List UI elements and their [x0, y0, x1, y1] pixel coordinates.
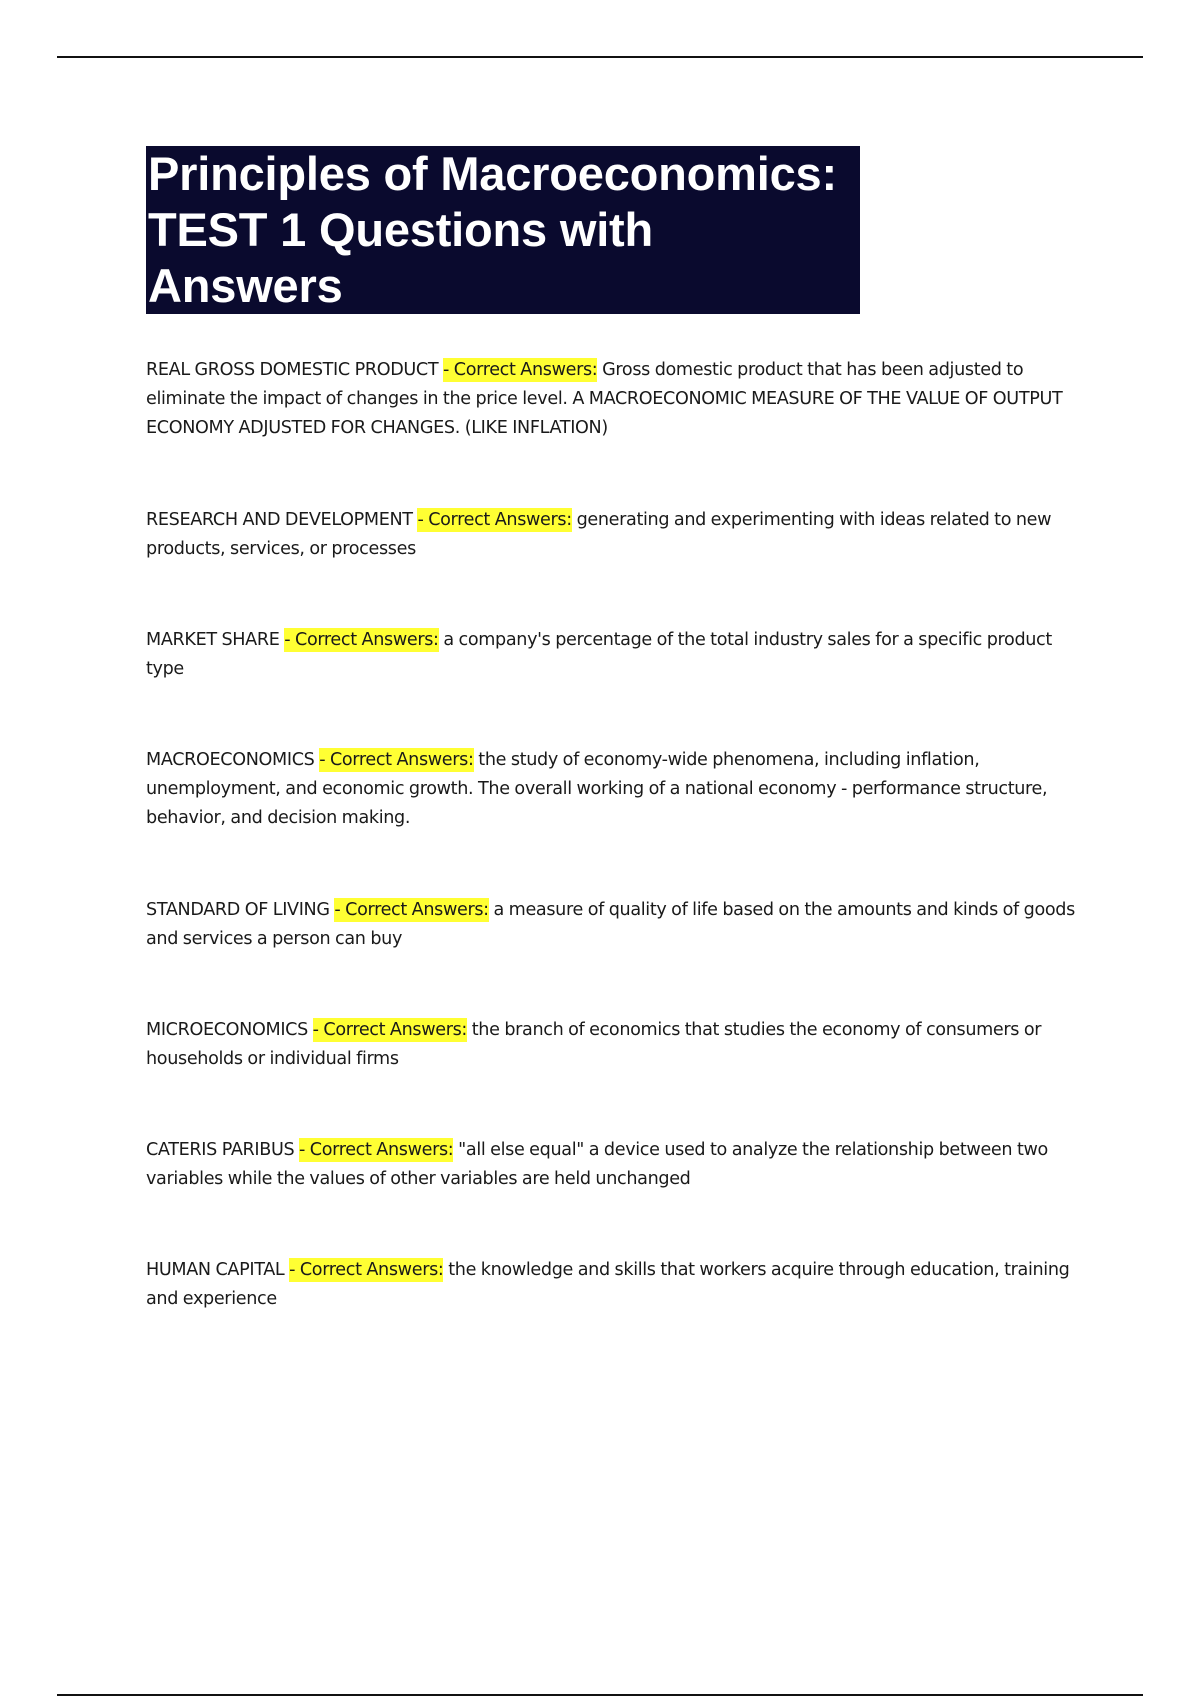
- qa-answer: the branch of economics that studies the economy of consumers or households or individual firms: [146, 1020, 1042, 1069]
- qa-term: MACROECONOMICS: [146, 750, 315, 770]
- bottom-rule: [57, 1694, 1143, 1696]
- qa-term: HUMAN CAPITAL: [146, 1260, 285, 1280]
- qa-term: MARKET SHARE: [146, 630, 280, 650]
- qa-answer: a company's percentage of the total industry sales for a specific product type: [146, 630, 1052, 679]
- correct-answers-label: - Correct Answers:: [319, 750, 474, 770]
- qa-answer: the study of economy-wide phenomena, including inflation, unemployment, and economic growth. The overall working of a national economy - performance structure, behavior, and decision making.: [146, 750, 1048, 828]
- qa-term: STANDARD OF LIVING: [146, 900, 330, 920]
- qa-term: CATERIS PARIBUS: [146, 1140, 295, 1160]
- top-rule: [57, 56, 1143, 58]
- qa-term: REAL GROSS DOMESTIC PRODUCT: [146, 360, 439, 380]
- correct-answers-label: - Correct Answers:: [417, 510, 572, 530]
- correct-answers-label: - Correct Answers:: [289, 1260, 444, 1280]
- document-title: Principles of Macroeconomics: TEST 1 Questions with Answers: [148, 147, 837, 312]
- qa-item: [146, 746, 1086, 833]
- qa-item: [146, 1256, 1086, 1314]
- correct-answers-label: - Correct Answers:: [299, 1140, 454, 1160]
- qa-term: RESEARCH AND DEVELOPMENT: [146, 510, 413, 530]
- correct-answers-label: - Correct Answers:: [443, 360, 598, 380]
- correct-answers-label: - Correct Answers:: [334, 900, 489, 920]
- qa-item: [146, 1136, 1086, 1194]
- qa-answer: "all else equal" a device used to analyze the relationship between two variables while the values of other variables are held unchanged: [146, 1140, 1048, 1189]
- qa-item: [146, 506, 1086, 564]
- qa-item: [146, 1016, 1086, 1074]
- qa-term: MICROECONOMICS: [146, 1020, 308, 1040]
- qa-item: [146, 626, 1086, 684]
- title-banner: [146, 146, 860, 314]
- qa-answer: the knowledge and skills that workers acquire through education, training and experience: [146, 1260, 1070, 1309]
- qa-answer: generating and experimenting with ideas related to new products, services, or processes: [146, 510, 1052, 559]
- qa-item: [146, 356, 1086, 443]
- correct-answers-label: - Correct Answers:: [312, 1020, 467, 1040]
- correct-answers-label: - Correct Answers:: [284, 630, 439, 650]
- qa-answer: Gross domestic product that has been adjusted to eliminate the impact of changes in the price level. A MACROECONOMIC MEASURE OF THE VALUE OF OUTPUT ECONOMY ADJUSTED FOR CHANGES. (LIKE INFLATION): [146, 360, 1063, 438]
- qa-answer: a measure of quality of life based on the amounts and kinds of goods and services a person can buy: [146, 900, 1075, 949]
- qa-item: [146, 896, 1086, 954]
